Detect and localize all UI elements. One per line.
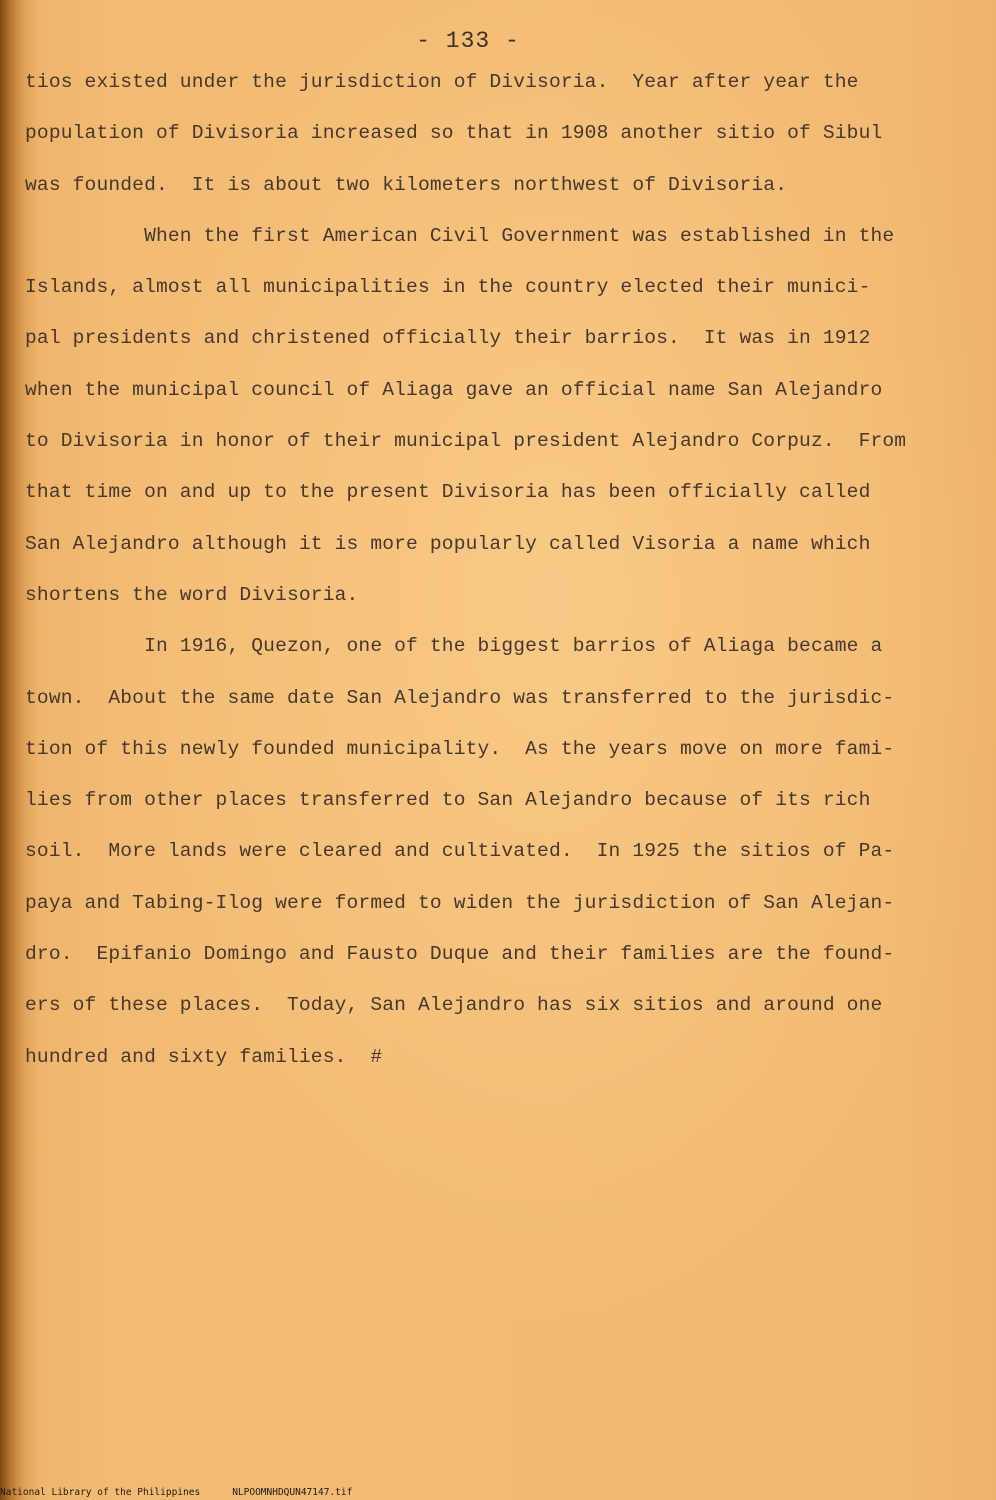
text-line: to Divisoria in honor of their municipal president Alejandro Corpuz. From (25, 430, 907, 453)
text-line: when the municipal council of Aliaga gave an official name San Alejandro (25, 378, 883, 401)
text-line: lies from other places transferred to San Alejandro because of its rich (25, 789, 871, 812)
text-line: soil. More lands were cleared and cultivated. In 1925 the sitios of Pa- (25, 840, 895, 863)
text-line: town. About the same date San Alejandro was transferred to the jurisdic- (25, 686, 895, 709)
text-line: hundred and sixty families. # (25, 1045, 383, 1068)
library-credit: National Library of the Philippines (0, 1487, 201, 1498)
text-line: paya and Tabing-Ilog were formed to widen the jurisdiction of San Alejan- (25, 891, 895, 914)
text-line: ers of these places. Today, San Alejandro has six sitios and around one (25, 994, 883, 1017)
text-line: population of Divisoria increased so that in 1908 another sitio of Sibul (25, 122, 883, 145)
text-line: pal presidents and christened officially their barrios. It was in 1912 (25, 327, 871, 350)
text-line: shortens the word Divisoria. (25, 583, 359, 606)
text-line: San Alejandro although it is more popularly called Visoria a name which (25, 532, 871, 555)
text-line: Islands, almost all municipalities in the country elected their munici- (25, 276, 871, 299)
text-line: When the first American Civil Government was established in the (25, 224, 895, 247)
text-line: that time on and up to the present Divisoria has been officially called (25, 481, 871, 504)
text-line: tion of this newly founded municipality. As the years move on more fami- (25, 737, 895, 760)
text-line: was founded. It is about two kilometers northwest of Divisoria. (25, 173, 788, 196)
file-identifier: NLPOOMNHDQUN47147.tif (232, 1487, 353, 1498)
scan-footer (0, 1486, 996, 1500)
text-line: dro. Epifanio Domingo and Fausto Duque and their families are the found- (25, 943, 895, 966)
text-line: tios existed under the jurisdiction of Divisoria. Year after year the (25, 71, 859, 93)
body-text (25, 62, 965, 1088)
page-number: - 133 - (416, 28, 520, 54)
text-line: In 1916, Quezon, one of the biggest barrios of Aliaga became a (25, 635, 883, 658)
